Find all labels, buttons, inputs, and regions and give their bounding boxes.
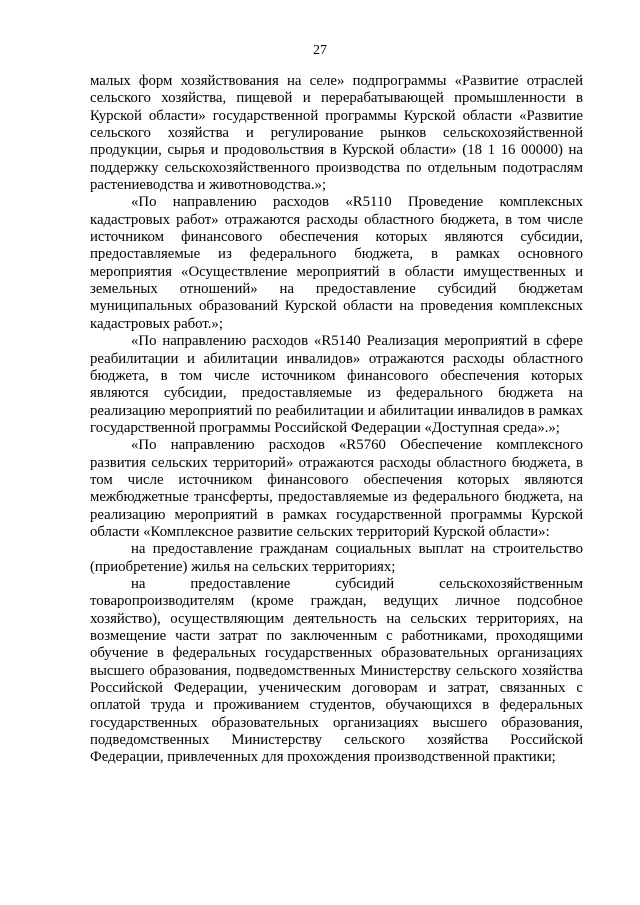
paragraph-agri-subsidies: на предоставление субсидий сельскохозяйственным товаропроизводителям (кроме граждан, ведущих личное подсобное хозяйство), осуществляющим деятельность на сельских территориях, на возмещение части затрат по заключенным с работниками, проходящими обучение в федеральных государственных образовательных организациях высшего образования, подведомственных Министерству сельского хозяйства Российской Федерации, ученическим договорам и затрат, связанных с оплатой труда и проживанием студентов, обучающихся в федеральных государственных образовательных организациях высшего образования, подведомственных Министерству сельского хозяйства Российской Федерации, привлеченных для прохождения производственной практики;	[90, 575, 583, 766]
paragraph-r5760: «По направлению расходов «R5760 Обеспечение комплексного развития сельских территорий» отражаются расходы областного бюджета, в том числе источником финансового обеспечения которых являются межбюджетные трансферты, предоставляемые из федерального бюджета, на реализацию мероприятий в рамках государственной программы Курской области «Комплексное развитие сельских территорий Курской области»:	[90, 437, 583, 540]
document-body	[90, 73, 583, 767]
paragraph-continuation: малых форм хозяйствования на селе» подпрограммы «Развитие отраслей сельского хозяйства, пищевой и перерабатывающей промышленности в Курской области» государственной программы Курской области «Развитие сельского хозяйства и регулирование рынков сельскохозяйственной продукции, сырья и продовольствия в Курской области» (18 1 16 00000) на поддержку сельскохозяйственного производства по отдельным подотраслям растениеводства и животноводства.»;	[90, 73, 583, 194]
page-number: 27	[313, 43, 327, 58]
paragraph-housing-payments: на предоставление гражданам социальных выплат на строительство (приобретение) жилья на сельских территориях;	[90, 541, 583, 575]
paragraph-r5110: «По направлению расходов «R5110 Проведение комплексных кадастровых работ» отражаются расходы областного бюджета, в том числе источником финансового обеспечения которых являются субсидии, предоставляемые из федерального бюджета, в рамках основного мероприятия «Осуществление мероприятий в области имущественных и земельных отношений» на предоставление субсидий бюджетам муниципальных образований Курской области на проведения комплексных кадастровых работ.»;	[90, 194, 583, 332]
paragraph-r5140: «По направлению расходов «R5140 Реализация мероприятий в сфере реабилитации и абилитации инвалидов» отражаются расходы областного бюджета, в том числе источником финансового обеспечения которых являются субсидии, предоставляемые из федерального бюджета на реализацию мероприятий по реабилитации и абилитации инвалидов в рамках государственной программы Российской Федерации «Доступная среда».»;	[90, 333, 583, 436]
